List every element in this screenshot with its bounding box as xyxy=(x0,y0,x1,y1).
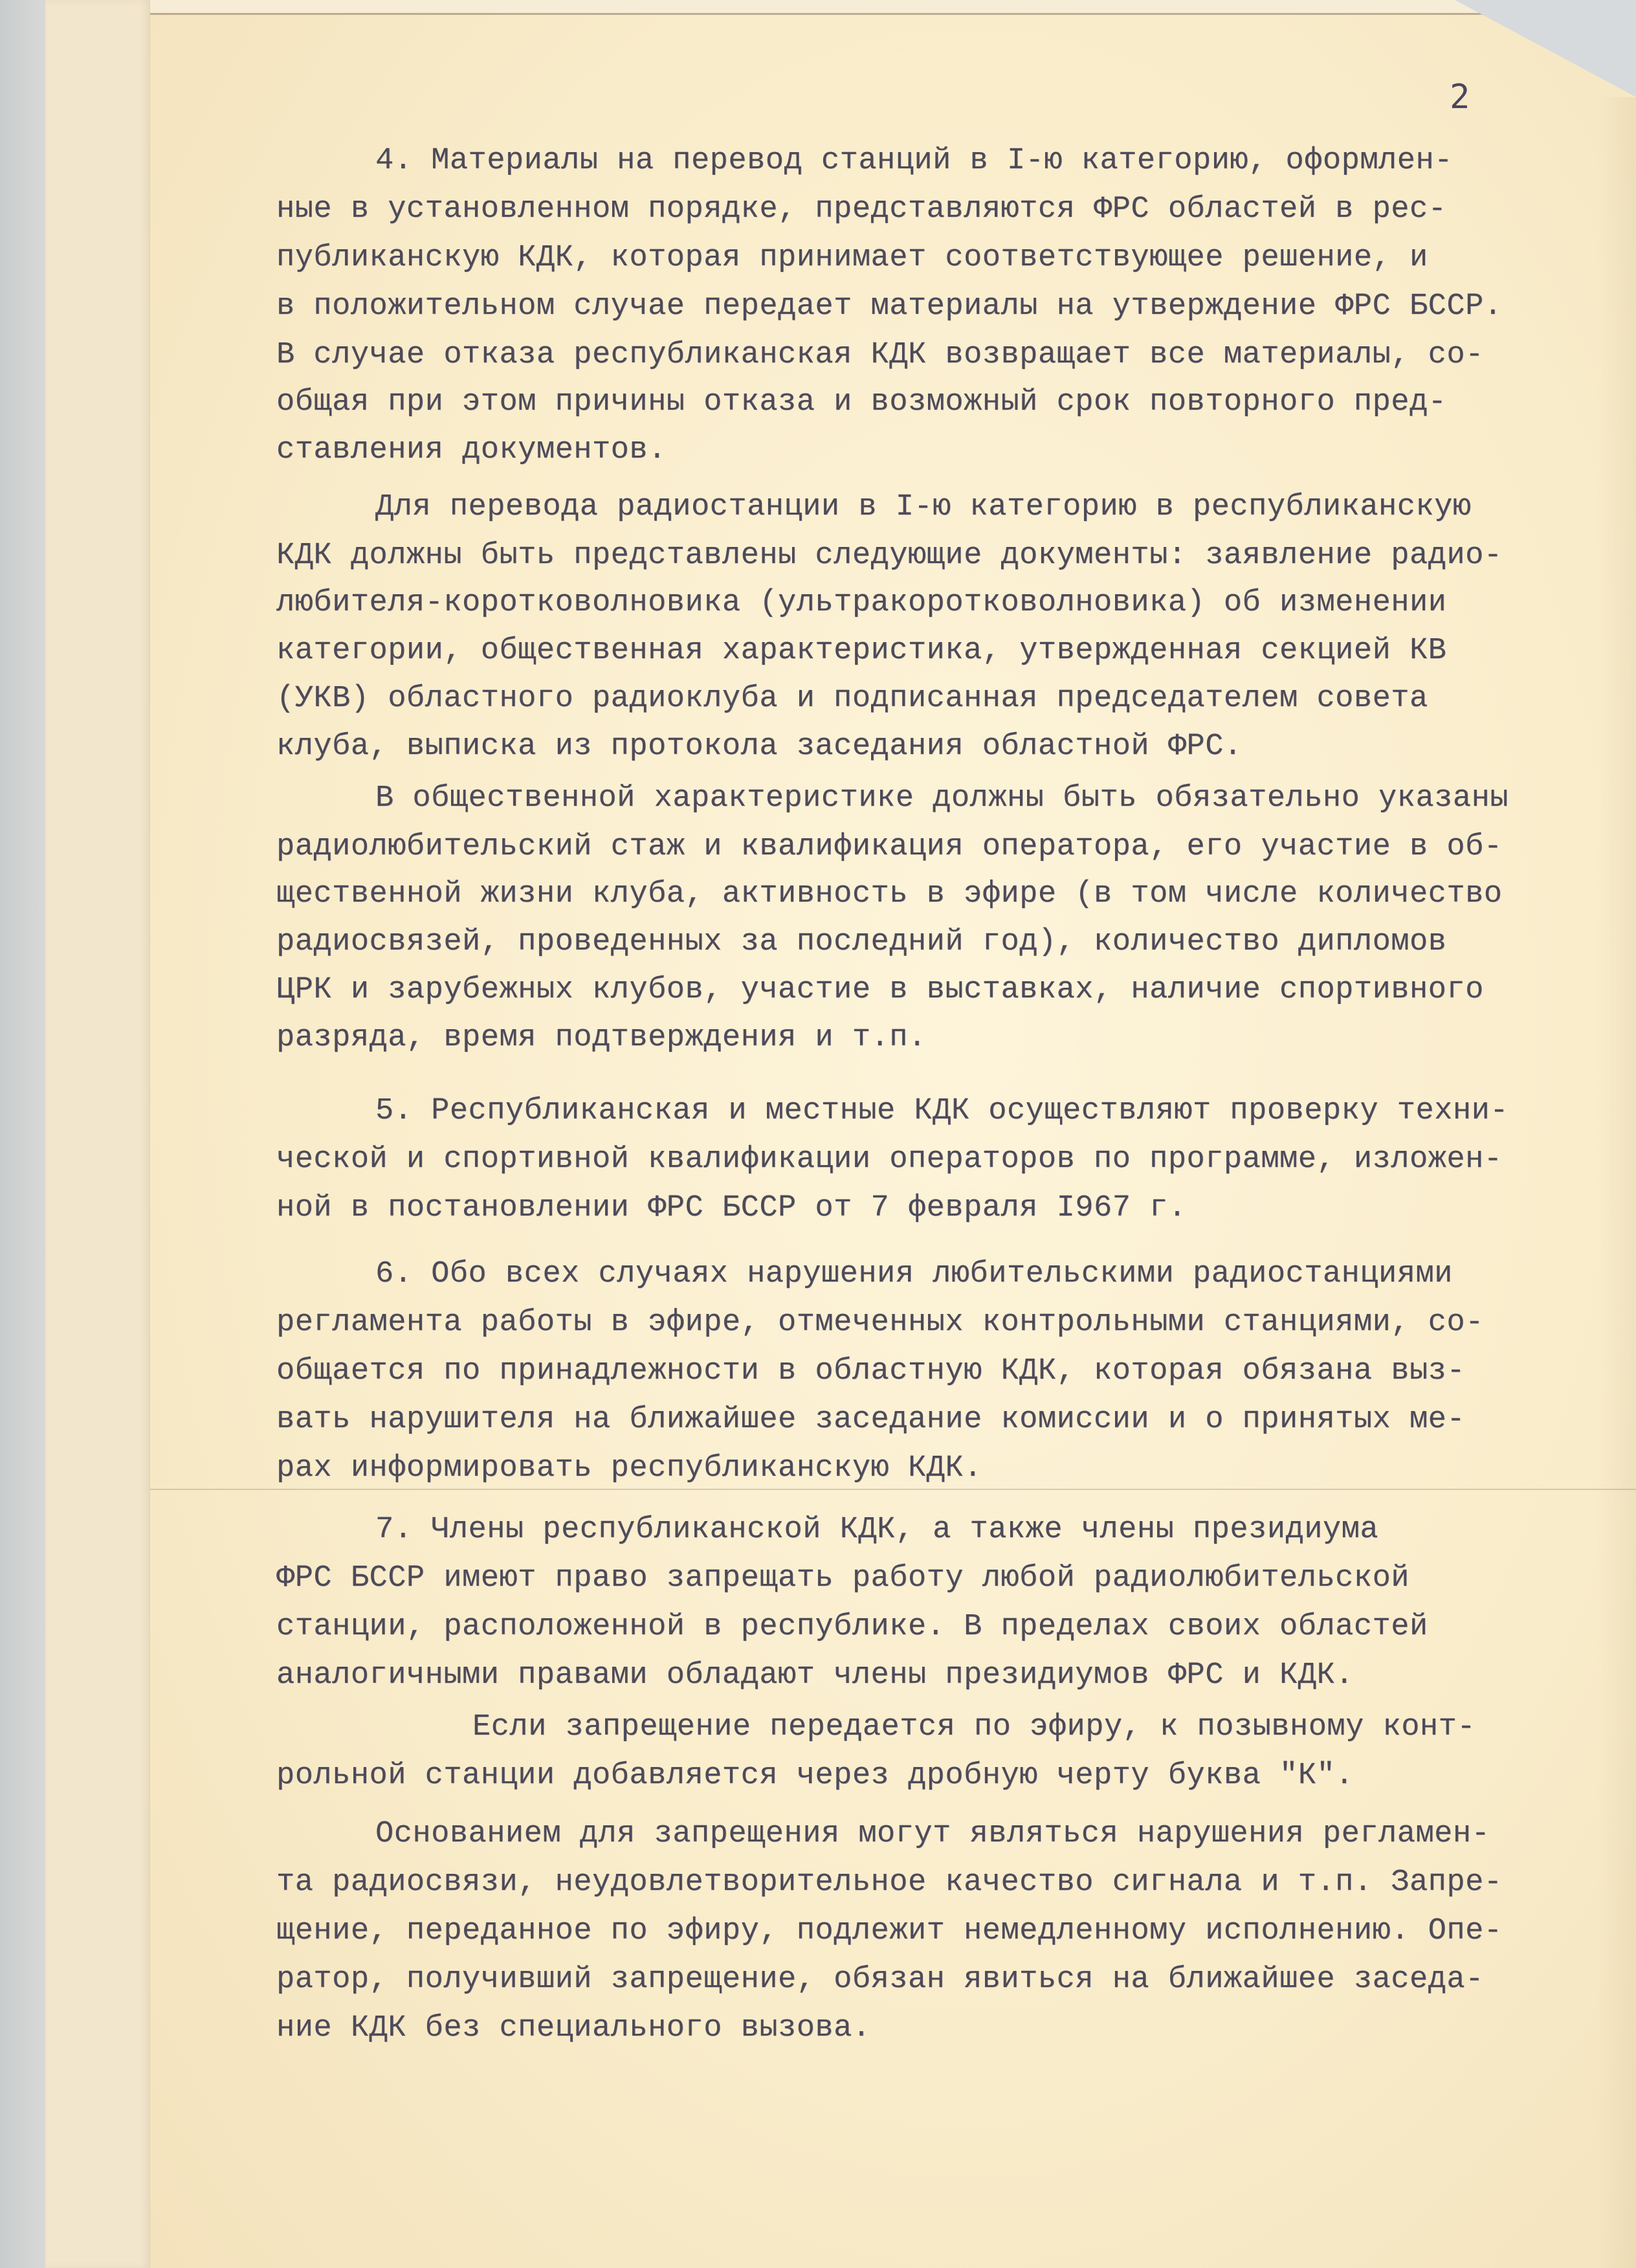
text-line: рольной станции добавляется через дробную черту буква "К". xyxy=(276,1759,1354,1793)
underlying-sheet-edge xyxy=(45,0,150,2268)
text-line: щественной жизни клуба, активность в эфире (в том числе количество xyxy=(276,877,1503,911)
text-line: регламента работы в эфире, отмеченных контрольными станциями, со- xyxy=(276,1306,1484,1340)
text-line: ЦРК и зарубежных клубов, участие в выставках, наличие спортивного xyxy=(276,973,1484,1007)
text-line: (УКВ) областного радиоклуба и подписанная председателем совета xyxy=(276,682,1428,716)
text-line: щение, переданное по эфиру, подлежит немедленному исполнению. Опе- xyxy=(276,1914,1503,1948)
text-line: ние КДК без специального вызова. xyxy=(276,2011,871,2045)
text-line: ратор, получивший запрещение, обязан явиться на ближайшее заседа- xyxy=(276,1962,1484,1997)
top-fold-line xyxy=(150,13,1490,15)
text-line: В общественной характеристике должны быть обязательно указаны xyxy=(375,781,1509,816)
text-line: ной в постановлении ФРС БССР от 7 февраля I967 г. xyxy=(276,1191,1187,1225)
text-line: КДК должны быть представлены следующие документы: заявление радио- xyxy=(276,539,1503,573)
text-line: общая при этом причины отказа и возможный срок повторного пред- xyxy=(276,385,1447,419)
text-line: категории, общественная характеристика, утвержденная секцией КВ xyxy=(276,634,1447,668)
text-line: ФРС БССР имеют право запрещать работу любой радиолюбительской xyxy=(276,1561,1409,1595)
page-number: 2 xyxy=(1450,78,1470,117)
text-line: ные в установленном порядке, представляются ФРС областей в рес- xyxy=(276,192,1447,227)
text-line: 7. Члены республиканской КДК, а также члены президиума xyxy=(375,1513,1379,1547)
text-line: 5. Республиканская и местные КДК осуществляют проверку техни- xyxy=(375,1094,1509,1128)
text-line: публиканскую КДК, которая принимает соответствующее решение, и xyxy=(276,241,1428,275)
text-line: та радиосвязи, неудовлетворительное качество сигнала и т.п. Запре- xyxy=(276,1865,1503,1900)
text-line: в положительном случае передает материалы на утверждение ФРС БССР. xyxy=(276,289,1503,324)
text-line: радиосвязей, проведенных за последний год), количество дипломов xyxy=(276,925,1447,959)
text-line: 4. Материалы на перевод станций в I-ю категорию, оформлен- xyxy=(375,144,1453,178)
text-line: аналогичными правами обладают члены президиумов ФРС и КДК. xyxy=(276,1658,1354,1693)
folded-corner xyxy=(1455,0,1636,97)
text-line: рах информировать республиканскую КДК. xyxy=(276,1451,982,1485)
text-line: станции, расположенной в республике. В пределах своих областей xyxy=(276,1610,1428,1644)
text-line: ставления документов. xyxy=(276,433,667,467)
text-line: 6. Обо всех случаях нарушения любительскими радиостанциями xyxy=(375,1257,1453,1291)
text-line: клуба, выписка из протокола заседания областной ФРС. xyxy=(276,729,1243,764)
horizontal-fold-line xyxy=(150,1489,1636,1490)
scanner-background xyxy=(0,0,45,2268)
text-line: радиолюбительский стаж и квалификация оператора, его участие в об- xyxy=(276,830,1503,864)
top-sheet-band xyxy=(150,0,1509,13)
text-line: вать нарушителя на ближайшее заседание комиссии и о принятых ме- xyxy=(276,1403,1466,1437)
text-line: Если запрещение передается по эфиру, к позывному конт- xyxy=(472,1710,1476,1744)
text-line: общается по принадлежности в областную КДК, которая обязана выз- xyxy=(276,1354,1466,1388)
text-line: ческой и спортивной квалификации операторов по программе, изложен- xyxy=(276,1142,1503,1177)
text-line: Для перевода радиостанции в I-ю категорию в республиканскую xyxy=(375,490,1472,524)
text-line: разряда, время подтверждения и т.п. xyxy=(276,1021,927,1055)
right-paper-edge xyxy=(1597,97,1636,2268)
text-line: Основанием для запрещения могут являться нарушения регламен- xyxy=(375,1817,1490,1851)
text-line: любителя-коротковолновика (ультракоротковолновика) об изменении xyxy=(276,586,1447,620)
text-line: В случае отказа республиканская КДК возвращает все материалы, со- xyxy=(276,338,1484,372)
